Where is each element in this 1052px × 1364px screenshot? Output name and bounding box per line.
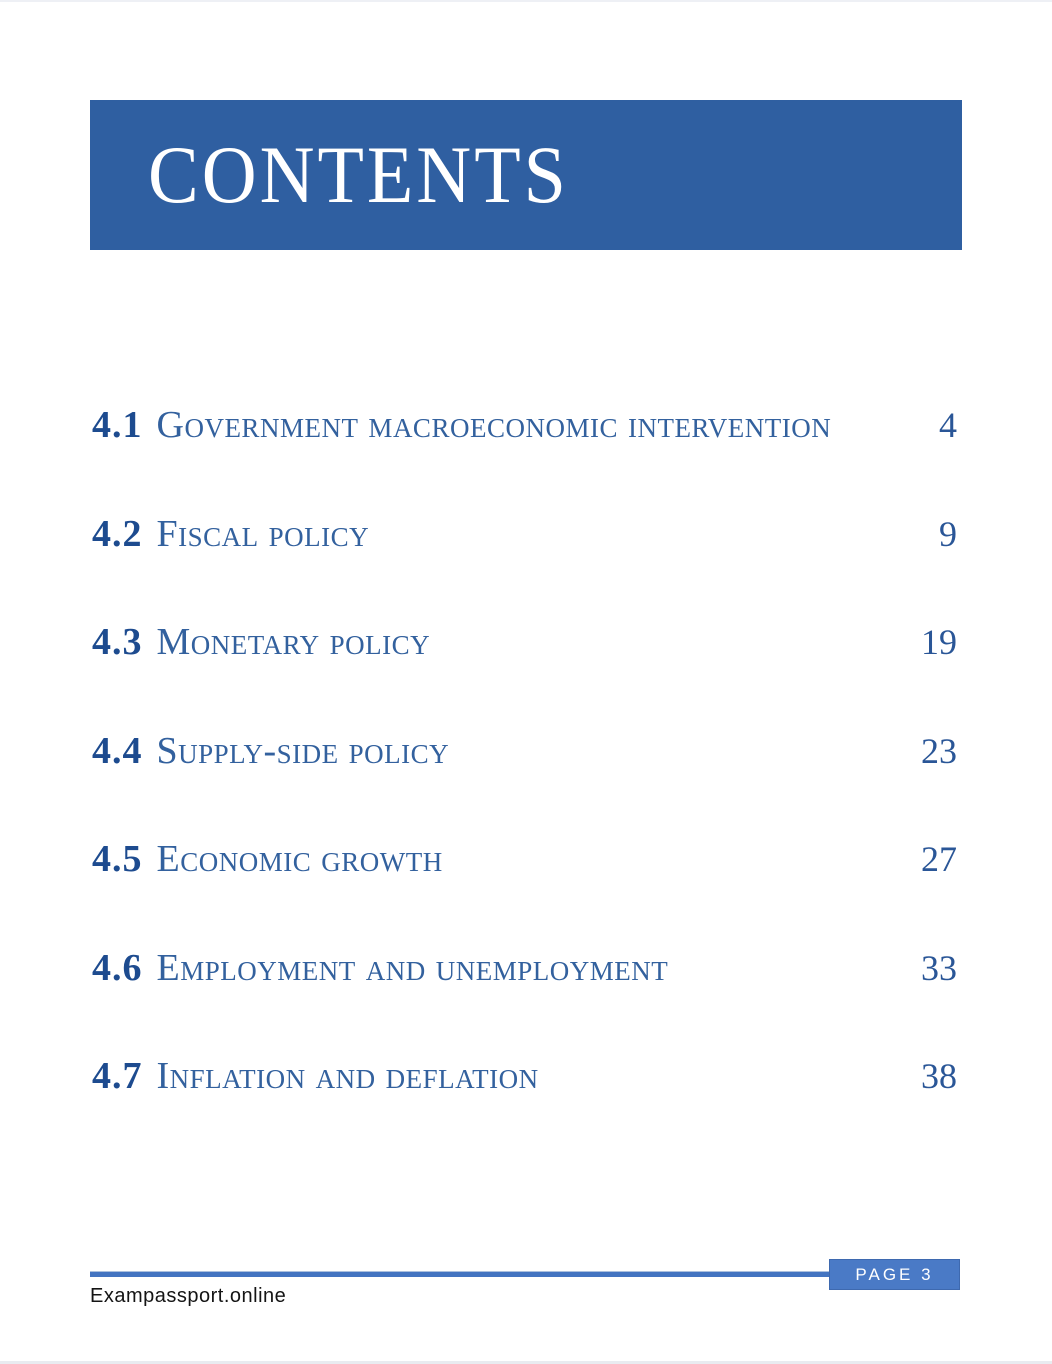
toc-entry-title: Economic growth (156, 838, 443, 880)
brand-text: Exampassport.online (90, 1285, 287, 1307)
toc-entry (92, 1054, 957, 1100)
page-title: CONTENTS (148, 129, 569, 221)
toc-entry-page-number: 27 (921, 839, 957, 879)
page-number-badge: PAGE 3 (829, 1259, 960, 1290)
toc-entry-number: 4.5 (92, 838, 143, 880)
toc-entry (92, 403, 957, 449)
toc-entry (92, 512, 957, 558)
toc-entry-number: 4.7 (92, 1055, 143, 1097)
toc-entry-number: 4.1 (92, 404, 143, 446)
toc-entry-page-number: 9 (939, 513, 957, 554)
toc-entry-number: 4.2 (92, 512, 143, 555)
toc-entry-page-number: 19 (921, 622, 957, 662)
footer-divider-rule (90, 1271, 835, 1277)
table-of-contents (92, 403, 957, 1163)
toc-entry-title: Employment and unemployment (156, 946, 669, 989)
contents-header-band (90, 100, 962, 250)
toc-entry-page-number: 33 (921, 947, 957, 988)
toc-entry-page-number: 4 (939, 405, 957, 445)
toc-entry-title: Government macroeconomic intervention (156, 404, 832, 446)
toc-entry (92, 620, 957, 666)
toc-entry-title: Fiscal policy (156, 512, 370, 555)
toc-entry-title: Inflation and deflation (156, 1055, 539, 1097)
toc-entry-page-number: 38 (921, 1056, 957, 1096)
toc-entry-title: Monetary policy (156, 621, 431, 663)
toc-entry-page-number: 23 (921, 730, 957, 771)
toc-entry-title: Supply-side policy (156, 729, 450, 772)
toc-entry-number: 4.6 (92, 946, 143, 989)
toc-entry-number: 4.4 (92, 729, 143, 772)
toc-entry (92, 729, 957, 775)
toc-entry-number: 4.3 (92, 621, 143, 663)
toc-entry (92, 946, 957, 992)
toc-entry (92, 837, 957, 883)
